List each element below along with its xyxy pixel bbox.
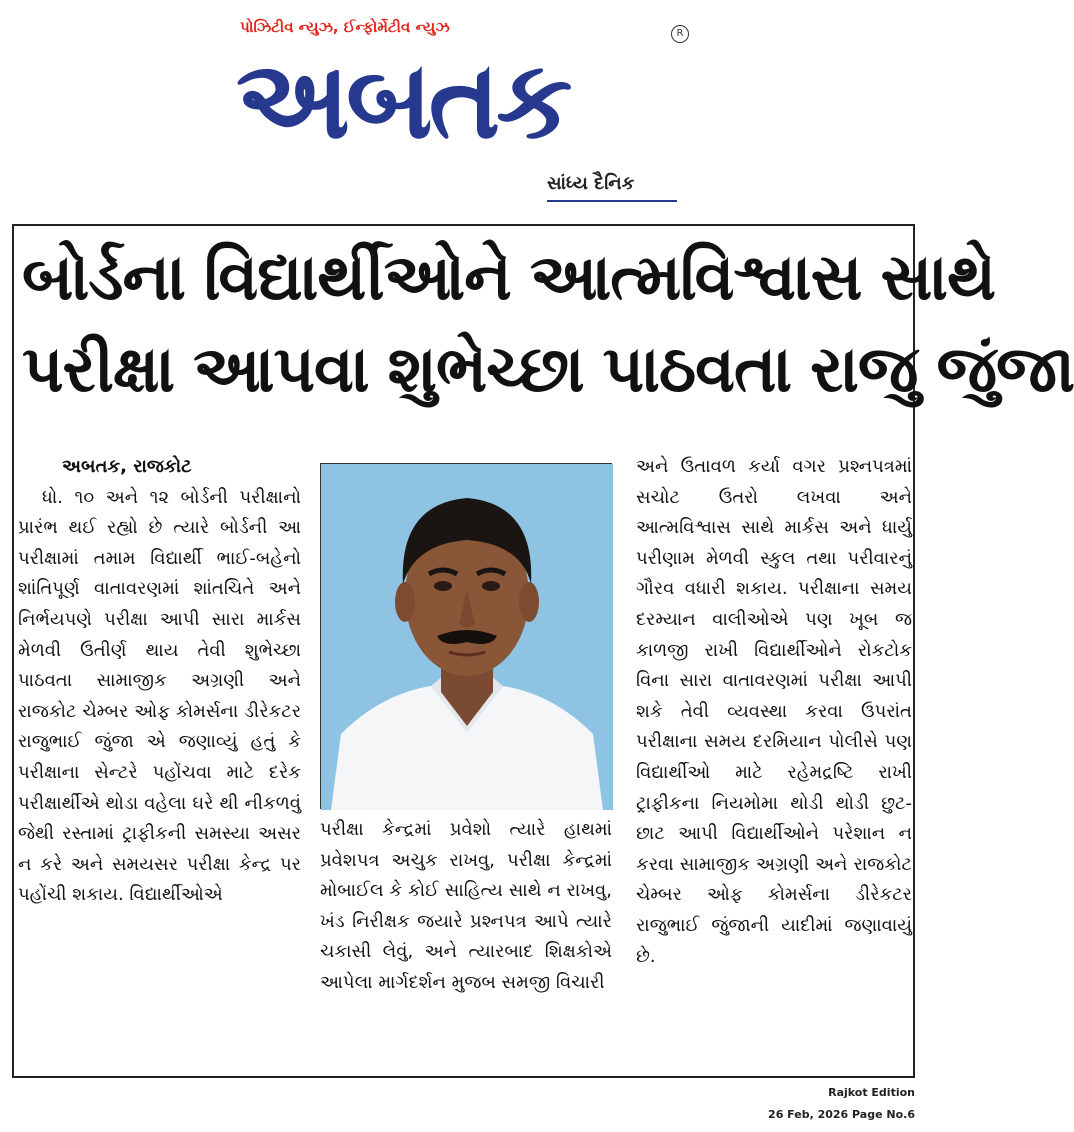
article-headline [22,232,1074,416]
portrait-illustration [321,464,613,810]
newspaper-logo: અબતક [236,38,569,163]
column-1-text: ધો. ૧૦ અને ૧૨ બોર્ડની પરીક્ષાનો પ્રારંભ થઈ રહ્યો છે ત્યારે બોર્ડની આ પરીક્ષામાં તમામ વિદ્યાર્થી ભાઈ-બહેનો શાંતિપૂર્ણ વાતાવરણમાં શાંતચિતે અને નિર્ભયપણે પરીક્ષા આપી સારા માર્કસ મેળવી ઉતીર્ણ થાય તેવી શુભેચ્છા પાઠવતા સામાજીક અગ્રણી અને રાજકોટ ચેમ્બર ઓફ કોમર્સના ડીરેકટર રાજુભાઈ જુંજા એ જણાવ્યું હતું કે પરીક્ષાના સેન્ટરે પહોંચવા માટે દરેક પરીક્ષાર્થીએ થોડા વહેલા ઘરે થી નીકળવું જેથી રસ્તામાં ટ્રાફીકની સમસ્યા અસર ન કરે અને સમયસર પરીક્ષા કેન્દ્ર પર પહોંચી શકાય. વિદ્યાર્થીઓએ [18,486,301,906]
edition-label: Rajkot Edition [828,1086,915,1099]
registered-mark: R [671,25,689,43]
masthead-subtitle: સાંધ્ય દૈનિક [547,173,635,194]
masthead [0,0,927,212]
column-2-text: પરીક્ષા કેન્દ્રમાં પ્રવેશો ત્યારે હાથમાં પ્રવેશપત્ર અચુક રાખવુ, પરીક્ષા કેન્દ્રમાં મોબાઈલ કે કોઈ સાહિત્ય સાથે ન રાખવુ, ખંડ નિરીક્ષક જયારે પ્રશ્નપત્ર આપે ત્યારે ચકાસી લેવું, અને ત્યારબાદ શિક્ષકોએ આપેલા માર્ગદર્શન મુજબ સમજી વિચારી [320,819,612,993]
article-column-3 [636,452,912,1064]
headline-line-2: પરીક્ષા આપવા શુભેચ્છા પાઠવતા રાજુ જુંજા [22,333,1074,407]
portrait-photo [320,463,612,809]
subtitle-underline [547,200,677,202]
masthead-tagline: પોઝિટીવ ન્યુઝ, ઈન્ફોર્મેટીવ ન્યુઝ [240,18,450,36]
dateline: અબતક, રાજકોટ [62,456,192,477]
article-column-1 [18,452,301,1064]
column-3-text: અને ઉતાવળ કર્યા વગર પ્રશ્નપત્રમાં સચોટ ઉતરો લખવા અને આત્મવિશ્વાસ સાથે માર્કસ અને ધાર્યુ પરીણામ મેળવી સ્કુલ તથા પરીવારનું ગૌરવ વધારી શકાય. પરીક્ષાના સમય દરમ્યાન વાલીઓએ પણ ખૂબ જ કાળજી રાખી વિદ્યાર્થીઓને રોકટોક વિના સારા વાતાવરણમાં પરીક્ષા આપી શકે તેવી વ્યવસ્થા કરવા ઉપરાંત પરીક્ષાના સમય દરમિયાન પોલીસે પણ વિદ્યાર્થીઓ માટે રહેમદ્રષ્ટિ રાખી ટ્રાફીકના નિયમોમા થોડી થોડી છુટ-છાટ આપી વિદ્યાર્થીઓને પરેશાન ન કરવા સામાજીક અગ્રણી અને રાજકોટ ચેમ્બર ઓફ કોમર્સના ડીરેકટર રાજુભાઈ જુંજાની યાદીમાં જણાવાયું છે. [636,456,912,967]
headline-line-1: બોર્ડના વિદ્યાર્થીઓને આત્મવિશ્વાસ સાથે [22,241,996,315]
date-page-label: 26 Feb, 2026 Page No.6 [768,1108,915,1121]
article-column-2 [320,815,612,1065]
